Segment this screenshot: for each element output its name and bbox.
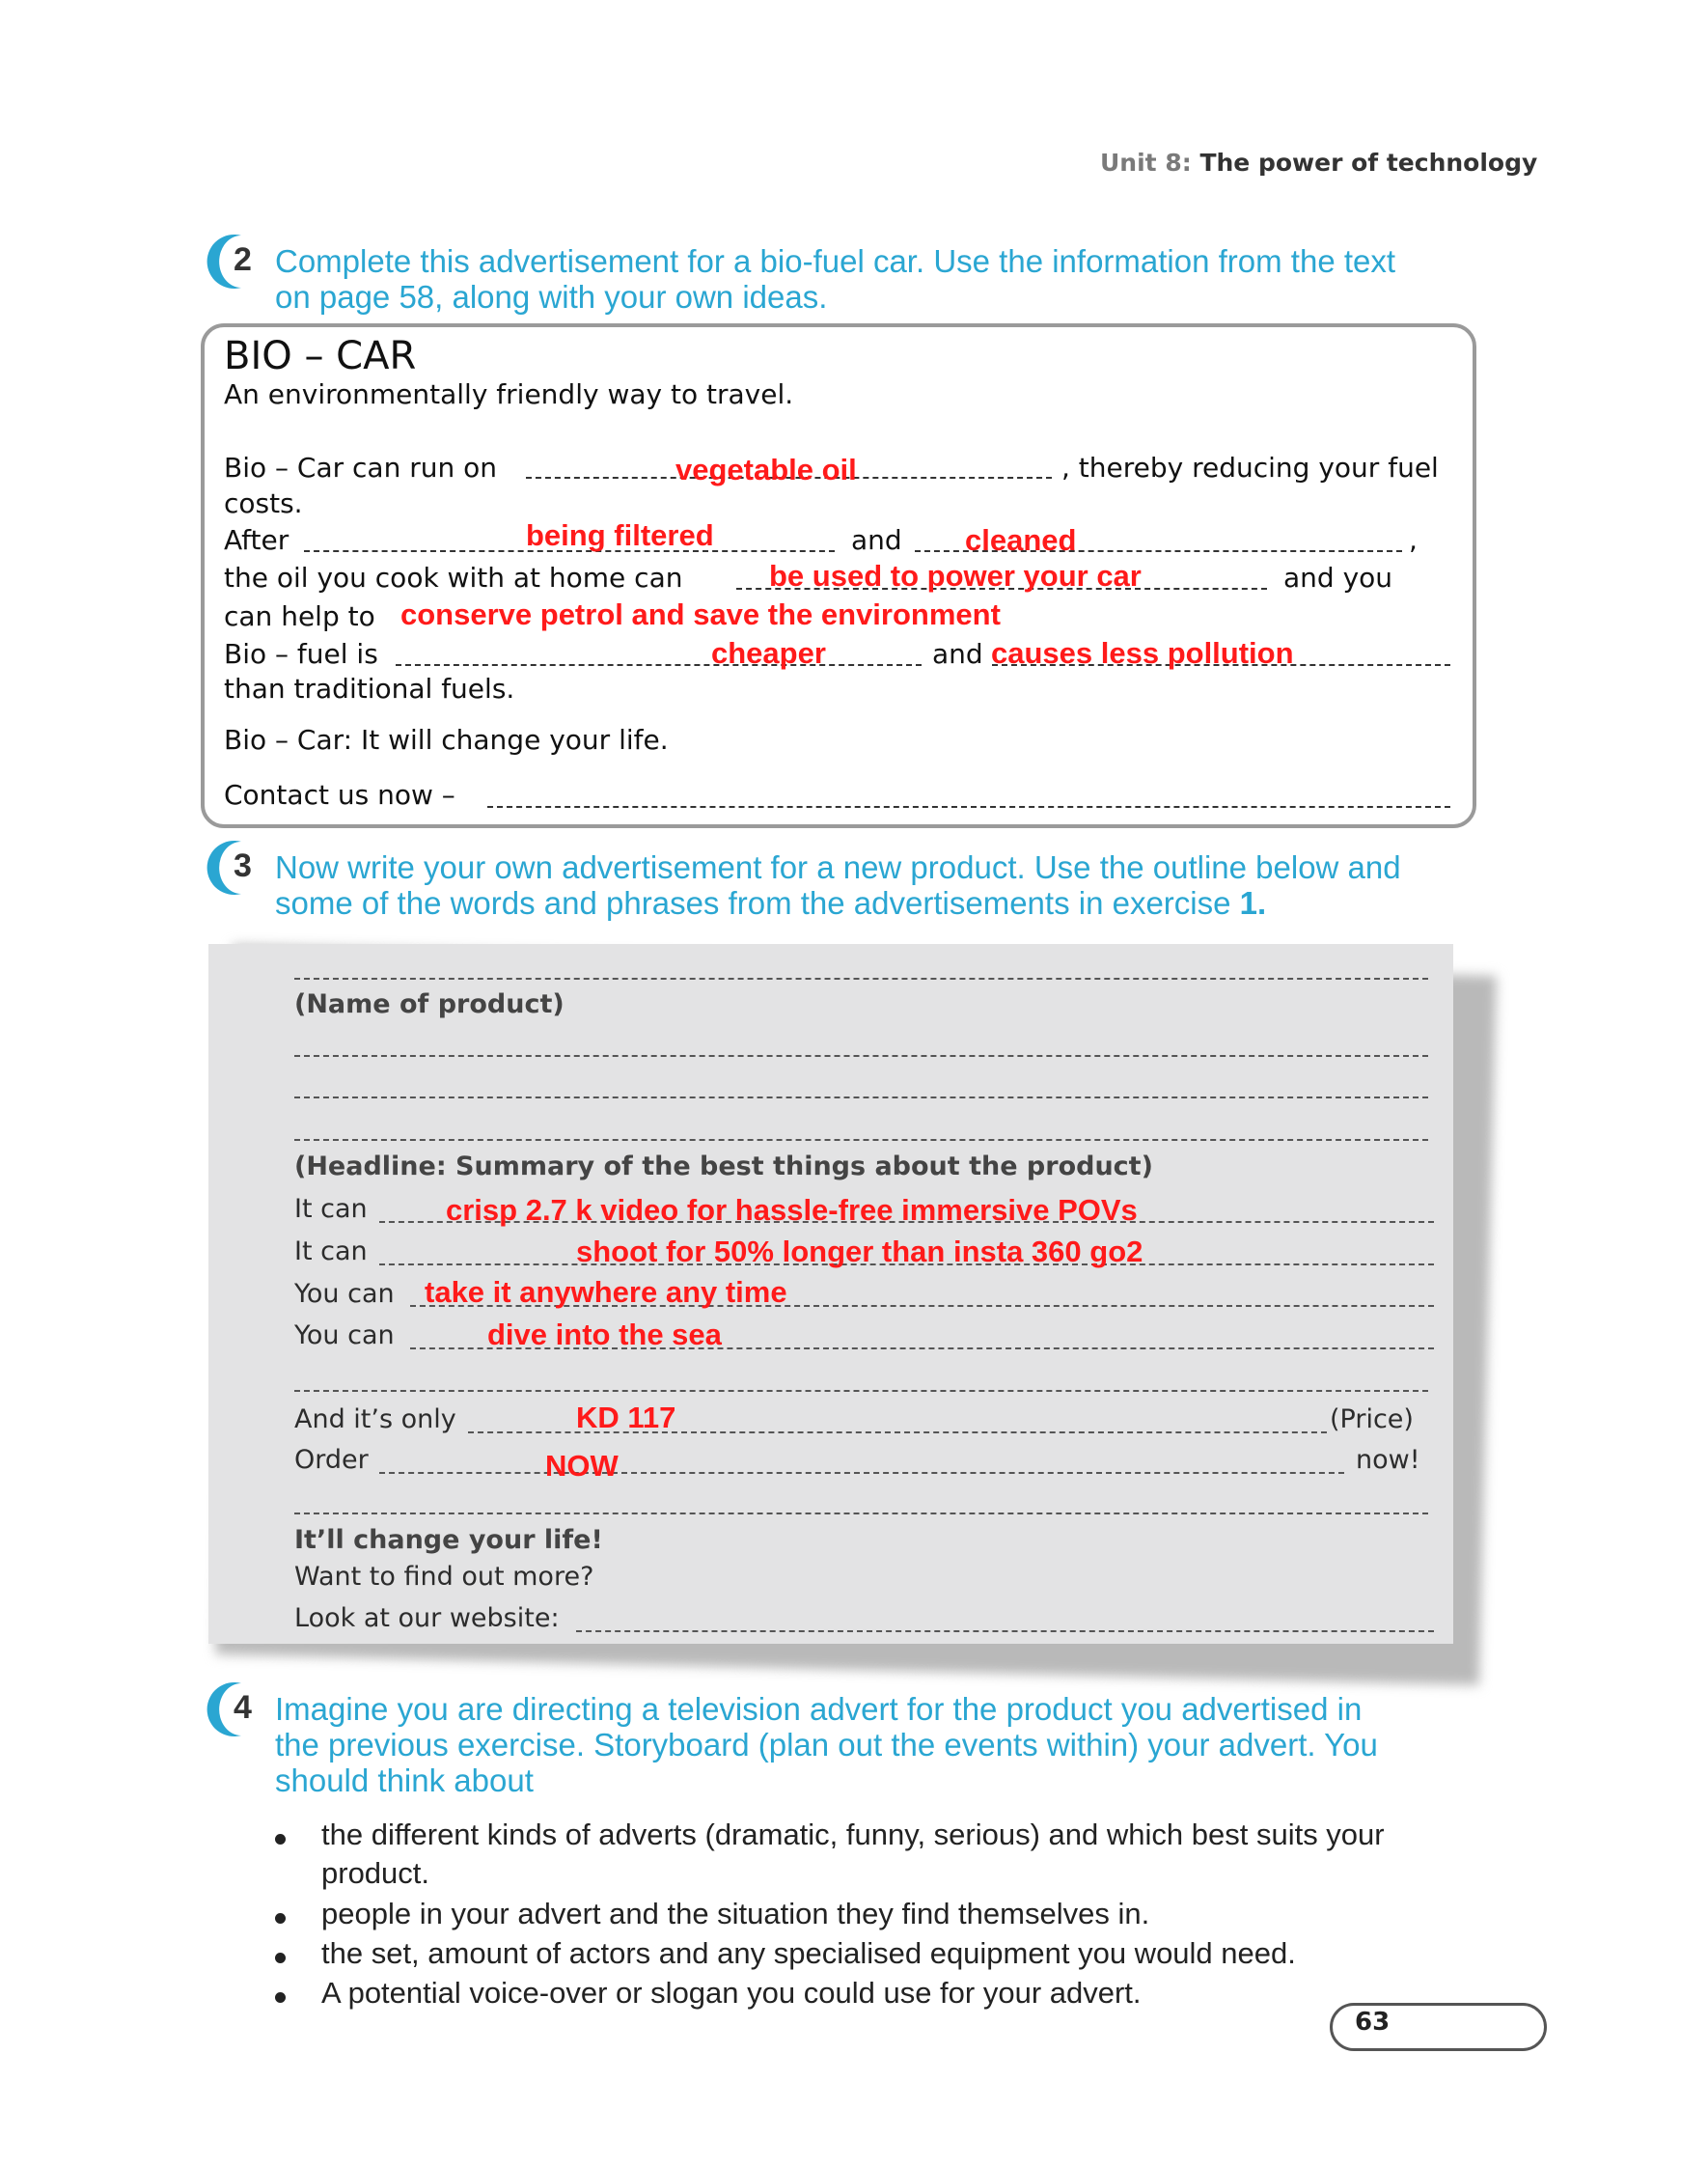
blank-biofuel[interactable] — [396, 664, 922, 666]
answer-cleaned: cleaned — [965, 523, 1077, 557]
costs-text: costs. — [224, 487, 303, 519]
exercise-4-number: 4 — [234, 1689, 252, 1726]
exercise-ref: 1. — [1239, 885, 1267, 921]
answer-conserve: conserve petrol and save the environment — [400, 597, 1001, 631]
bullet-item: the set, amount of actors and any specialised equipment you would need. — [321, 1936, 1296, 1970]
help-prefix: can help to — [224, 600, 375, 632]
than-text: than traditional fuels. — [224, 673, 515, 705]
blank-website[interactable] — [576, 1630, 1434, 1632]
exercise-2-instruction — [275, 243, 1395, 315]
now-label: now! — [1356, 1445, 1420, 1475]
instruction-line: on page 58, along with your own ideas. — [275, 279, 828, 315]
crescent-icon — [205, 838, 264, 898]
instruction-line: should think about — [275, 1763, 534, 1798]
exercise-3-instruction — [275, 849, 1401, 921]
blank-line[interactable] — [294, 1139, 1428, 1141]
answer-you-can-1: take it anywhere any time — [425, 1275, 787, 1309]
run-on-prefix: Bio – Car can run on — [224, 452, 498, 484]
instruction-line: Imagine you are directing a television advert for the product you advertised in — [275, 1691, 1363, 1727]
blank-contact[interactable] — [487, 806, 1450, 808]
unit-title: The power of technology — [1199, 149, 1538, 177]
oil-prefix: the oil you cook with at home can — [224, 562, 683, 594]
headline-label: (Headline: Summary of the best things about the product) — [294, 1152, 1153, 1181]
answer-order: NOW — [545, 1449, 619, 1483]
exercise-2-badge — [205, 232, 264, 291]
blank-line[interactable] — [294, 1055, 1428, 1057]
instruction-text: some of the words and phrases from the advertisements in exercise — [275, 885, 1240, 921]
answer-cheaper: cheaper — [711, 636, 826, 670]
change-life-label: It’ll change your life! — [294, 1525, 603, 1555]
page-number: 63 — [1355, 2008, 1391, 2037]
instruction-line: Now write your own advertisement for a new product. Use the outline below and — [275, 849, 1401, 885]
and-its-only-label: And it’s only — [294, 1404, 456, 1434]
exercise-2-number: 2 — [234, 241, 252, 278]
answer-vegetable-oil: vegetable oil — [675, 453, 857, 486]
answer-price: KD 117 — [576, 1401, 676, 1434]
biofuel-is: Bio – fuel is — [224, 638, 378, 670]
crescent-icon — [205, 1679, 264, 1739]
run-on-suffix: , thereby reducing your fuel — [1061, 452, 1439, 484]
bullet-dot — [275, 1953, 286, 1963]
it-can-label: It can — [294, 1236, 368, 1266]
blank-line[interactable] — [294, 1390, 1428, 1392]
crescent-icon — [205, 232, 264, 291]
it-can-label: It can — [294, 1194, 368, 1224]
answer-be-used: be used to power your car — [769, 559, 1142, 593]
answer-it-can-1: crisp 2.7 k video for hassle-free immersive POVs — [446, 1193, 1138, 1227]
name-of-product-label: (Name of product) — [294, 989, 565, 1019]
order-label: Order — [294, 1445, 369, 1475]
comma-text: , — [1409, 524, 1418, 556]
bullet-dot — [275, 1992, 286, 2003]
answer-being-filtered: being filtered — [526, 518, 714, 552]
you-can-label: You can — [294, 1320, 395, 1350]
and-you-text: and you — [1283, 562, 1393, 594]
instruction-line: the previous exercise. Storyboard (plan out the events within) your advert. You — [275, 1727, 1378, 1763]
exercise-3-number: 3 — [234, 847, 252, 884]
ad-title: BIO – CAR — [224, 334, 417, 378]
contact-text: Contact us now – — [224, 779, 455, 811]
exercise-4-instruction — [275, 1691, 1378, 1798]
website-label: Look at our website: — [294, 1603, 560, 1633]
unit-header — [1100, 149, 1537, 177]
blank-line[interactable] — [294, 978, 1428, 980]
instruction-line: Complete this advertisement for a bio-fuel car. Use the information from the text — [275, 243, 1396, 279]
blank-line[interactable] — [294, 1096, 1428, 1098]
exercise-4-badge — [205, 1679, 264, 1739]
blank-order[interactable] — [379, 1472, 1344, 1474]
bullet-item-continuation: product. — [321, 1856, 430, 1890]
bullet-item: the different kinds of adverts (dramatic, funny, serious) and which best suits your — [321, 1818, 1385, 1851]
and-text-2: and — [932, 638, 983, 670]
find-out-label: Want to find out more? — [294, 1562, 594, 1592]
bullet-item: A potential voice-over or slogan you could use for your advert. — [321, 1976, 1142, 2010]
ad-tagline: An environmentally friendly way to travel. — [224, 378, 794, 410]
and-text: and — [851, 524, 902, 556]
bullet-item: people in your advert and the situation they find themselves in. — [321, 1897, 1150, 1930]
bullet-dot — [275, 1913, 286, 1924]
answer-pollution: causes less pollution — [991, 636, 1294, 670]
bullet-dot — [275, 1834, 286, 1845]
after-text: After — [224, 524, 289, 556]
price-label: (Price) — [1330, 1404, 1414, 1434]
blank-line[interactable] — [294, 1513, 1428, 1514]
exercise-3-badge — [205, 838, 264, 898]
answer-it-can-2: shoot for 50% longer than insta 360 go2 — [576, 1235, 1143, 1268]
you-can-label: You can — [294, 1279, 395, 1309]
ad-slogan: Bio – Car: It will change your life. — [224, 724, 669, 756]
instruction-line — [275, 885, 1401, 921]
answer-you-can-2: dive into the sea — [487, 1318, 722, 1351]
unit-label: Unit 8: — [1100, 149, 1192, 177]
